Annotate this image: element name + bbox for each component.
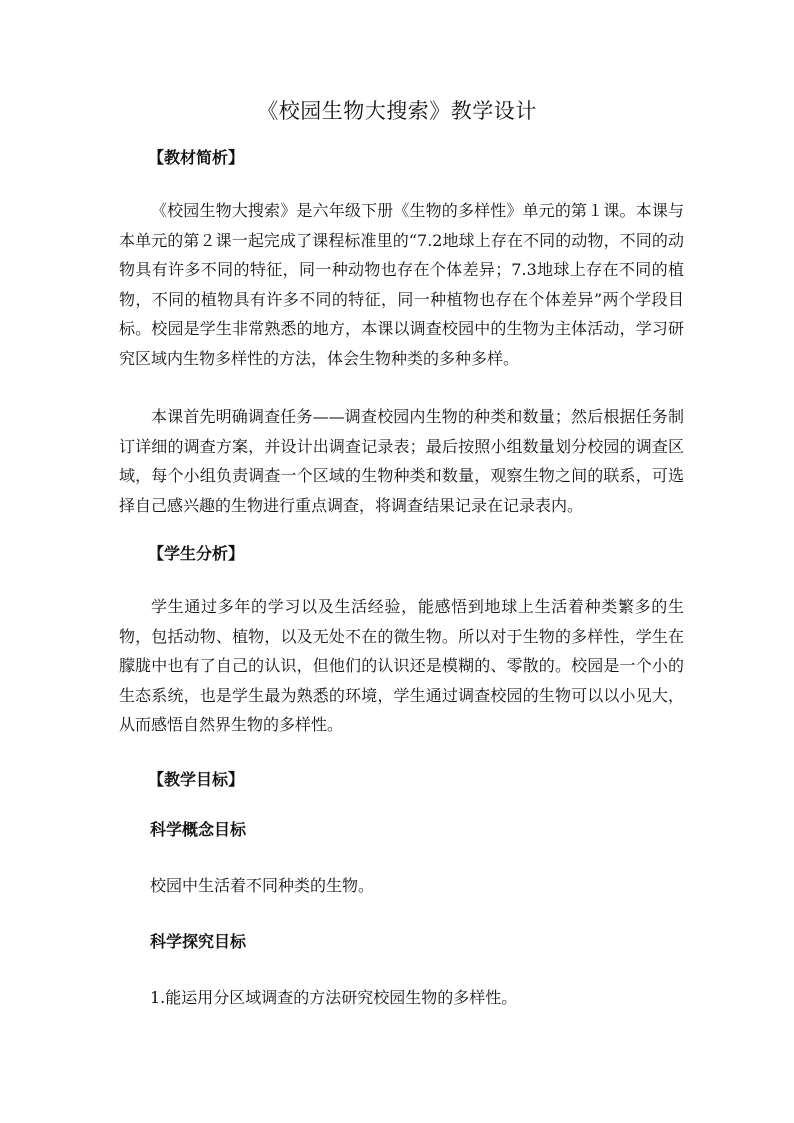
section-heading-material: 【教材简析】 bbox=[148, 148, 245, 167]
concept-goal-text: 校园中生活着不同种类的生物。 bbox=[150, 876, 375, 895]
material-paragraph-2: 本课首先明确调查任务——调查校园内生物的种类和数量；然后根据任务制订详细的调查方案，并设计出调查记录表；最后按照小组数量划分校园的调查区域，每个小组负责调查一个区域的生物种类和数量，观察生物之间的联系，可选择自己感兴趣的生物进行重点调查，将调查结果记录在记录表内。 bbox=[119, 407, 684, 515]
document-title: 《校园生物大搜索》教学设计 bbox=[257, 99, 537, 123]
inquiry-goal-heading: 科学探究目标 bbox=[150, 932, 247, 951]
concept-goal-heading: 科学概念目标 bbox=[150, 820, 247, 839]
section-heading-goals: 【教学目标】 bbox=[148, 770, 245, 789]
student-paragraph-1: 学生通过多年的学习以及生活经验，能感悟到地球上生活着种类繁多的生物，包括动物、植物，以及无处不在的微生物。所以对于生物的多样性，学生在朦胧中也有了自己的认识，但他们的认识还是模糊的、零散的。校园是一个小的生态系统，也是学生最为熟悉的环境，学生通过调查校园的生物可以以小见大，从而感悟自然界生物的多样性。 bbox=[119, 597, 684, 734]
section-heading-student: 【学生分析】 bbox=[148, 544, 245, 563]
inquiry-goal-item-1: 1.能运用分区域调查的方法研究校园生物的多样性。 bbox=[150, 988, 518, 1007]
material-paragraph-1: 《校园生物大搜索》是六年级下册《生物的多样性》单元的第１课。本课与本单元的第２课一起完成了课程标准里的“7.2地球上存在不同的动物，不同的动物具有许多不同的特征，同一种动物也存在个体差异；7.3地球上存在不同的植物，不同的植物具有许多不同的特征，同一种植物也存在个体差异”两个学段目标。校园是学生非常熟悉的地方，本课以调查校园中的生物为主体活动，学习研究区域内生物多样性的方法，体会生物种类的多种多样。 bbox=[119, 201, 684, 368]
